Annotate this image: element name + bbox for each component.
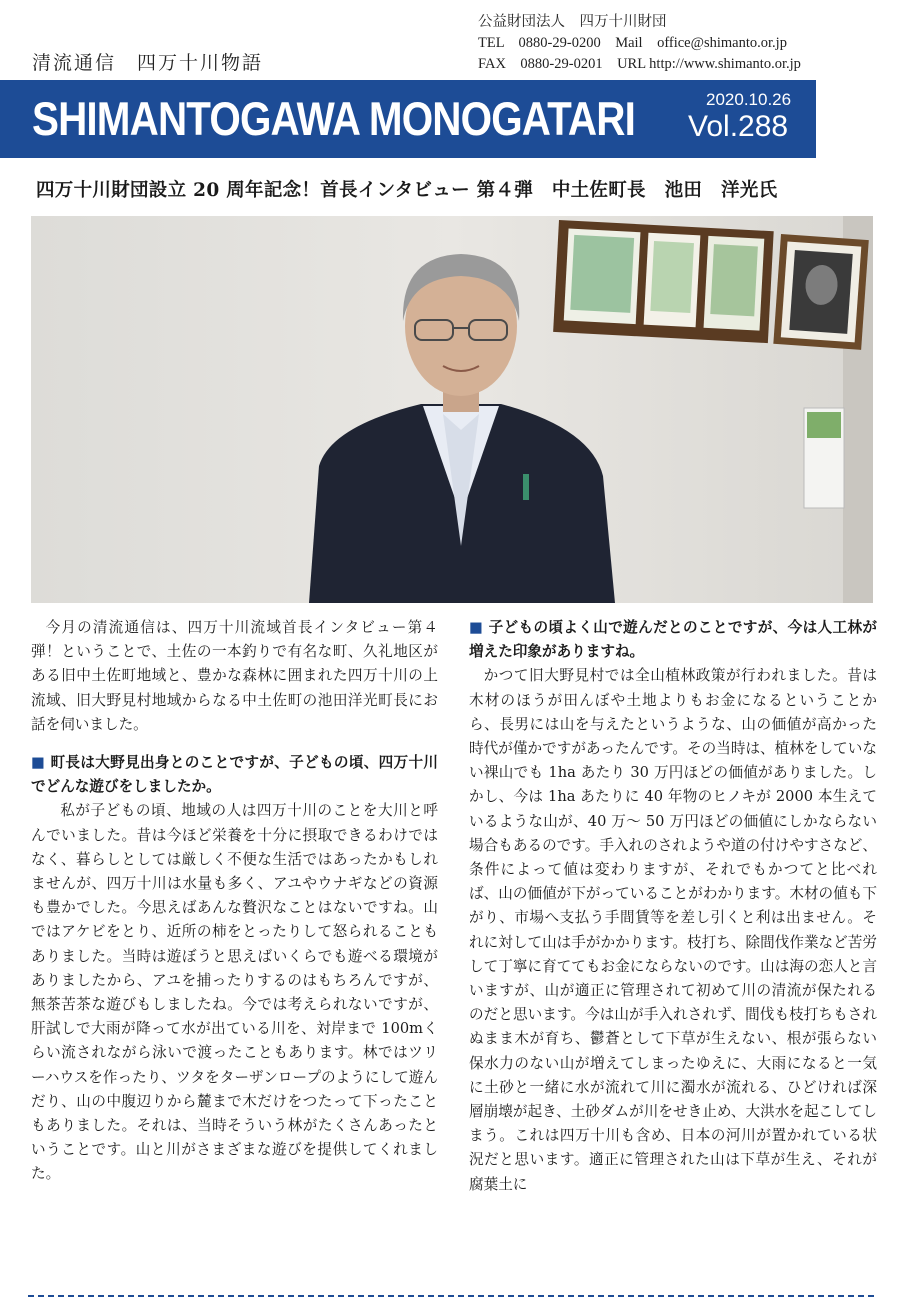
contact-block <box>478 12 801 75</box>
question-text: 町長は大野見出身とのことですが、子どもの頃、四万十川でどんな遊びをしましたか。 <box>31 754 438 796</box>
answer-paragraph: かつて旧大野見村では全山植林政策が行われました。昔は木材のほうが田んぼや土地よりもお金になるということから、長男には山を与えたというような、山の価値が高かった時代が僅かですがあったんです。その当時は、植林をしていない裸山でも 1ha あたり 30 万円ほどの価値がありました。しかし、今は 1ha あたりに 40 年物のヒノキが 2000 本生えているような山が、40 万～ 50 万円ほどの価値にしかならない場合もあるのです。手入れのされようや道の付けやすさなど、条件によって値は変わりますが、それでもかつてと比べれば、山の価値が下がっていることがわかります。木材の値も下がり、市場へ支払う手間賃等を差し引くと利は出ません。それに対して山は手がかかります。枝打ち、除間伐作業など苦労して丁寧に育ててもお金にならないのです。山は海の恋人と言いますが、山が適正に管理されて初めて川の清流が保たれるのだと思います。今は山が手入れされず、間伐も枝打ちもされぬまま木が育ち、鬱蒼として下草が生えない、根が張らない保水力のない山が増えてしまったゆえに、大雨になると一気に土砂と一緒に水が流れて川に濁水が流れる、ひどければ深層崩壊が起き、土砂ダムが川をせき止め、大洪水を起こしてしまう。これは四万十川も含め、日本の河川が置かれている状況だと思います。適正に管理された山は下草が生え、それが腐葉土に <box>469 667 877 1193</box>
issue-date: 2020.10.26 <box>706 90 792 109</box>
newsletter-subtitle: 清流通信 四万十川物語 <box>32 52 264 74</box>
answer-paragraph: 私が子どもの頃、地域の人は四万十川のことを大川と呼んでいました。昔は今ほど栄養を十分に摂取できるわけではなく、暮らしとしては厳しく不便な生活ではあったかもしれませんが、四万十川は水量も多く、アユやウナギなどの資源も豊かでした。今思えばあんな贅沢なことはないですね。山ではアケビをとり、近所の柿をとったりして怒られることもありました。当時は遊ぼうと思えばいくらでも遊べる環境がありましたから、アユを捕ったりするのはもちろんですが、無茶苦茶な遊びもしましたね。今では考えられないですが、肝試しで大雨が降って水が出ている川を、対岸まで 100mくらい流されながら泳いで渡ったこともあります。林ではツリーハウスを作ったり、ツタをターザンロープのようにして遊んだり、山の中腹辺りから麓まで木だけをつたって下ったこともありました。それは、当時そういう林がたくさんあったということです。山と川がさまざまな遊びを提供してくれました。 <box>31 802 438 1183</box>
tel-mail: TEL 0880-29-0200 Mail office@shimanto.or.jp <box>478 35 787 51</box>
footer-divider <box>28 1295 874 1297</box>
question-heading <box>469 616 877 664</box>
square-bullet-icon: ■ <box>469 619 489 636</box>
question-heading <box>31 751 438 799</box>
org-name: 公益財団法人 四万十川財団 <box>478 14 667 30</box>
newsletter-title: SHIMANTOGAWA MONOGATARI <box>32 92 635 145</box>
mayor-portrait-photo <box>31 216 873 603</box>
intro-paragraph: 今月の清流通信は、四万十川流域首長インタビュー第４弾！ということで、土佐の一本釣りで有名な町、久礼地区がある旧中土佐町地域と、豊かな森林に囲まれた四万十川の上流域、旧大野見村地域からなる中土佐町の池田洋光町長にお話を伺いました。 <box>31 619 438 733</box>
article-column-left <box>31 616 438 1187</box>
square-bullet-icon: ■ <box>31 754 51 772</box>
article-headline: 四万十川財団設立 20 周年記念！首長インタビュー 第４弾 中土佐町長 池田 洋光氏 <box>36 180 778 201</box>
issue-volume: Vol.288 <box>688 110 789 143</box>
fax-url: FAX 0880-29-0201 URL http://www.shimanto.or.jp <box>478 56 801 72</box>
question-text: 子どもの頃よく山で遊んだとのことですが、今は人工林が増えた印象がありますね。 <box>469 619 877 661</box>
article-column-right <box>469 616 877 1197</box>
